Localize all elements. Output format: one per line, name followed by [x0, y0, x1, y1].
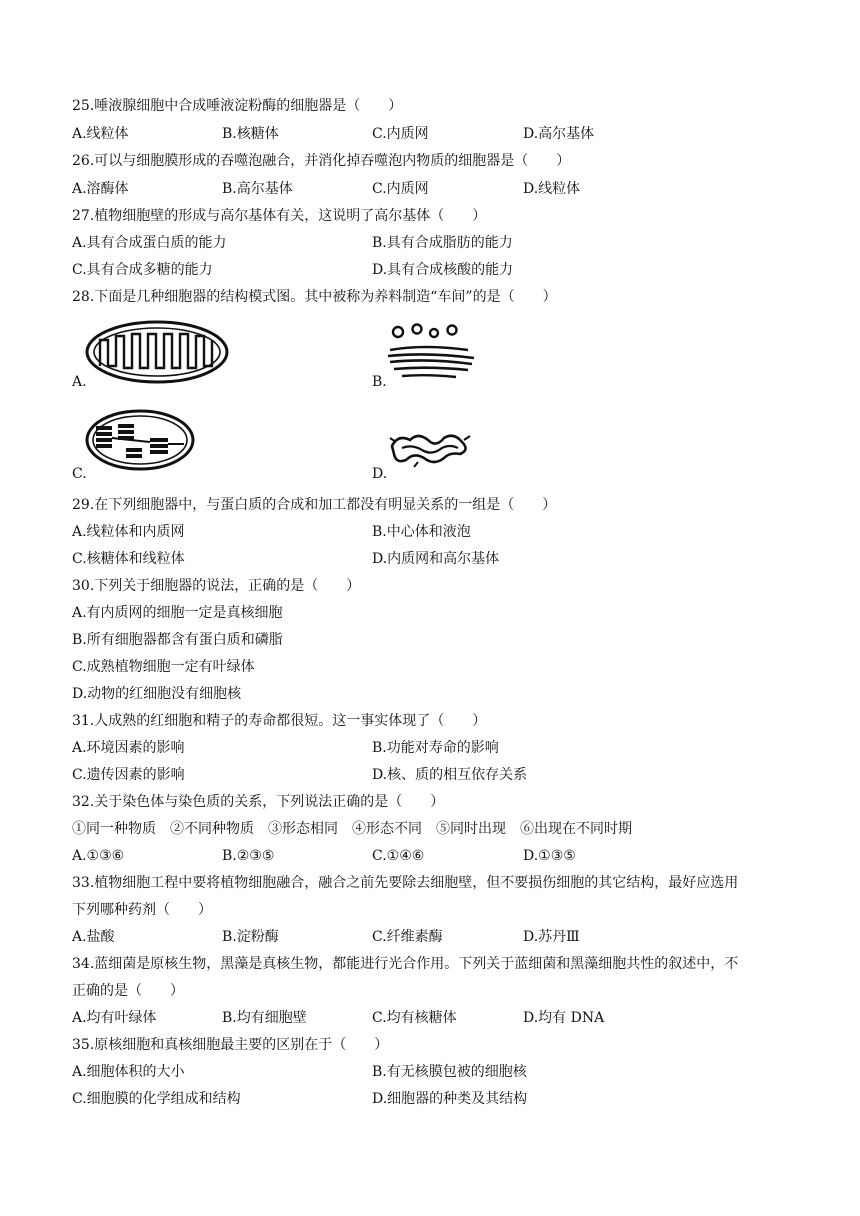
- question-32-option-d: D.①③⑤: [523, 848, 576, 864]
- question-26-option-c: C.内质网: [372, 181, 429, 197]
- question-27-option-a: A.具有合成蛋白质的能力: [72, 235, 227, 251]
- question-35-option-c: C.细胞膜的化学组成和结构: [72, 1091, 241, 1107]
- question-29-option-c: C.核糖体和线粒体: [72, 551, 185, 567]
- golgi-apparatus-figure: [384, 322, 480, 382]
- question-34-option-d: D.均有 DNA: [523, 1010, 605, 1026]
- question-35-option-b: B.有无核膜包被的细胞核: [372, 1064, 527, 1080]
- question-33-option-a: A.盐酸: [72, 929, 115, 945]
- question-33-option-b: B.淀粉酶: [222, 929, 279, 945]
- question-26-option-d: D.线粒体: [523, 181, 581, 197]
- question-34-option-b: B.均有细胞壁: [222, 1010, 307, 1026]
- question-33-option-c: C.纤维素酶: [372, 929, 443, 945]
- question-25-option-b: B.核糖体: [222, 126, 279, 142]
- question-31-stem: 31.人成熟的红细胞和精子的寿命都很短。这一事实体现了（ ）: [72, 713, 487, 729]
- question-25-option-a: A.线粒体: [72, 126, 129, 142]
- question-32-option-a: A.①③⑥: [72, 848, 125, 864]
- question-30-stem: 30.下列关于细胞器的说法，正确的是（ ）: [72, 578, 361, 594]
- question-28-option-c: C.: [72, 466, 87, 482]
- question-26-option-a: A.溶酶体: [72, 181, 129, 197]
- question-31-option-a: A.环境因素的影响: [72, 740, 185, 756]
- question-32-option-b: B.②③⑤: [222, 848, 275, 864]
- mitochondrion-figure: [84, 318, 234, 386]
- question-31-option-b: B.功能对寿命的影响: [372, 740, 499, 756]
- question-31-option-d: D.核、质的相互依存关系: [372, 767, 528, 783]
- question-35-option-d: D.细胞器的种类及其结构: [372, 1091, 528, 1107]
- question-28-stem: 28.下面是几种细胞器的结构模式图。其中被称为养料制造“车间”的是（ ）: [72, 289, 557, 305]
- chloroplast-figure: [84, 408, 196, 472]
- question-27-stem: 27.植物细胞壁的形成与高尔基体有关，这说明了高尔基体（ ）: [72, 208, 487, 224]
- question-33-option-d: D.苏丹Ⅲ: [523, 929, 580, 945]
- question-30-option-b: B.所有细胞器都含有蛋白质和磷脂: [72, 632, 283, 648]
- question-31-option-c: C.遗传因素的影响: [72, 767, 185, 783]
- question-27-option-d: D.具有合成核酸的能力: [372, 262, 514, 278]
- question-28-option-a: A.: [72, 374, 87, 390]
- question-35-stem: 35.原核细胞和真核细胞最主要的区别在于（ ）: [72, 1037, 389, 1053]
- question-35-option-a: A.细胞体积的大小: [72, 1064, 185, 1080]
- question-26-stem: 26.可以与细胞膜形成的吞噬泡融合，并消化掉吞噬泡内物质的细胞器是（ ）: [72, 153, 571, 169]
- question-30-option-c: C.成熟植物细胞一定有叶绿体: [72, 659, 255, 675]
- question-29-option-d: D.内质网和高尔基体: [372, 551, 500, 567]
- question-34-stem-line-2: 正确的是（ ）: [72, 983, 184, 999]
- question-34-stem-line-1: 34.蓝细菌是原核生物，黑藻是真核生物，都能进行光合作用。下列关于蓝细菌和黑藻细胞共性的叙述中，不: [72, 956, 739, 972]
- question-30-option-d: D.动物的红细胞没有细胞核: [72, 686, 242, 702]
- question-32-items: ①同一种物质 ②不同种物质 ③形态相同 ④形态不同 ⑤同时出现 ⑥出现在不同时期: [72, 821, 632, 837]
- question-28-option-b: B.: [372, 374, 387, 390]
- question-30-option-a: A.有内质网的细胞一定是真核细胞: [72, 605, 283, 621]
- question-25-stem: 25.唾液腺细胞中合成唾液淀粉酶的细胞器是（ ）: [72, 98, 403, 114]
- question-33-stem-line-2: 下列哪种药剂（ ）: [72, 902, 212, 918]
- question-34-option-c: C.均有核糖体: [372, 1010, 457, 1026]
- question-29-option-a: A.线粒体和内质网: [72, 524, 185, 540]
- endoplasmic-reticulum-figure: [388, 428, 472, 468]
- question-25-option-c: C.内质网: [372, 126, 429, 142]
- question-28-option-d: D.: [372, 466, 388, 482]
- question-26-option-b: B.高尔基体: [222, 181, 293, 197]
- question-32-option-c: C.①④⑥: [372, 848, 425, 864]
- question-25-option-d: D.高尔基体: [523, 126, 595, 142]
- question-32-stem: 32.关于染色体与染色质的关系，下列说法正确的是（ ）: [72, 794, 445, 810]
- question-27-option-c: C.具有合成多糖的能力: [72, 262, 213, 278]
- question-34-option-a: A.均有叶绿体: [72, 1010, 157, 1026]
- question-29-option-b: B.中心体和液泡: [372, 524, 471, 540]
- question-33-stem-line-1: 33.植物细胞工程中要将植物细胞融合，融合之前先要除去细胞壁，但不要损伤细胞的其它结构，最好应选用: [72, 875, 739, 891]
- question-29-stem: 29.在下列细胞器中，与蛋白质的合成和加工都没有明显关系的一组是（ ）: [72, 497, 557, 513]
- question-27-option-b: B.具有合成脂肪的能力: [372, 235, 513, 251]
